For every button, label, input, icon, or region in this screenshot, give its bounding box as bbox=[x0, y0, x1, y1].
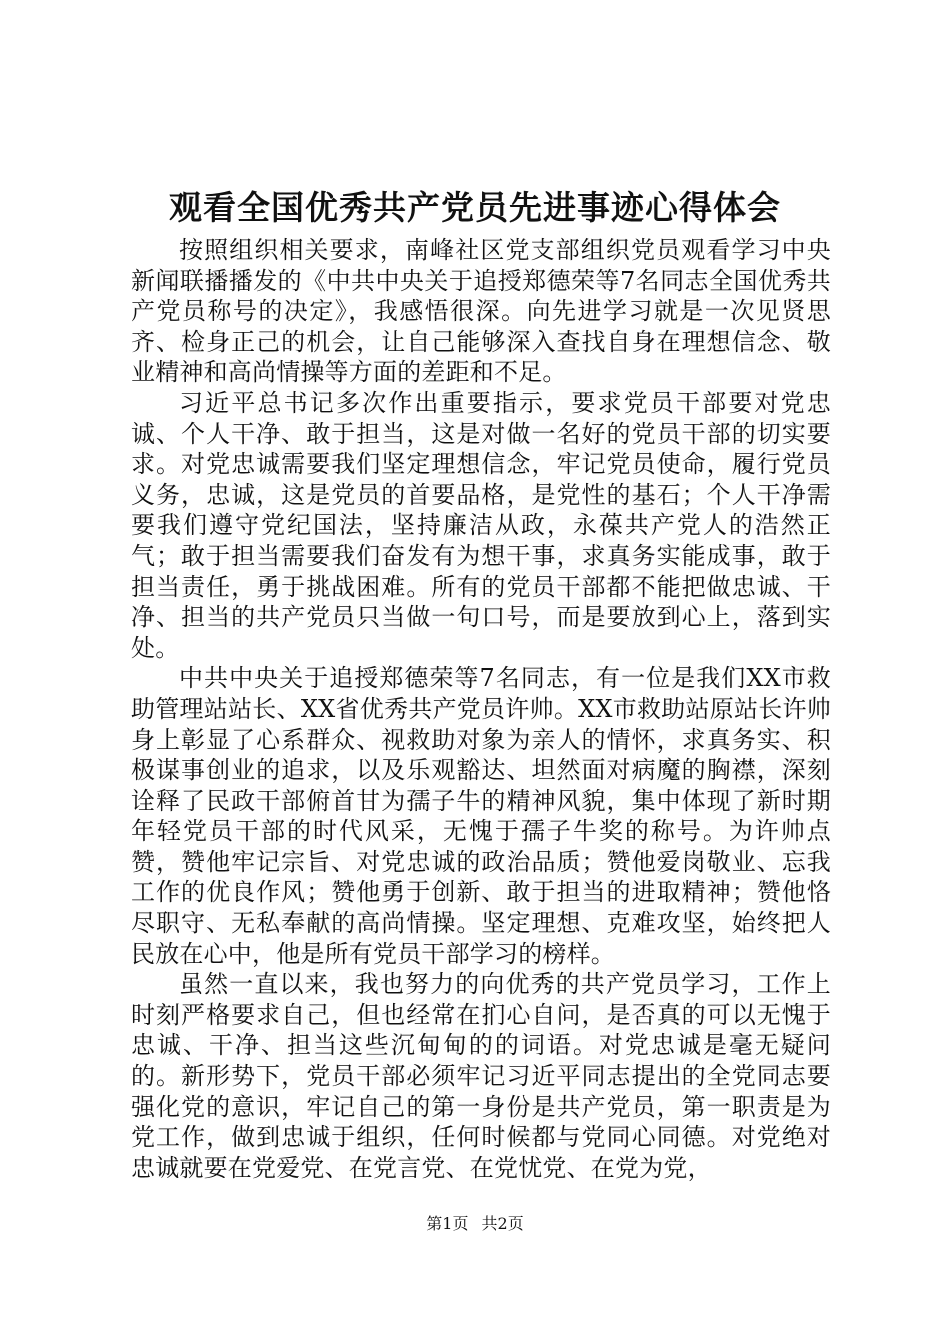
page-footer bbox=[0, 1213, 950, 1235]
total-page-count: 共2页 bbox=[481, 1214, 524, 1233]
paragraph-3: 中共中央关于追授郑德荣等7名同志，有一位是我们XX市救助管理站站长、XX省优秀共产党员许帅。XX市救助站原站长许帅身上彰显了心系群众、视救助对象为亲人的情怀，求真务实、积极谋事创业的追求，以及乐观豁达、坦然面对病魔的胸襟，深刻诠释了民政干部俯首甘为孺子牛的精神风貌，集中体现了新时期年轻党员干部的时代风采，无愧于孺子牛奖的称号。为许帅点赞，赞他牢记宗旨、对党忠诚的政治品质；赞他爱岗敬业、忘我工作的优良作风；赞他勇于创新、敢于担当的进取精神；赞他恪尽职守、无私奉献的高尚情操。坚定理想、克难攻坚，始终把人民放在心中，他是所有党员干部学习的榜样。 bbox=[131, 664, 831, 968]
document-title: 观看全国优秀共产党员先进事迹心得体会 bbox=[169, 188, 781, 227]
paragraph-4: 虽然一直以来，我也努力的向优秀的共产党员学习，工作上时刻严格要求自己，但也经常在扪心自问，是否真的可以无愧于忠诚、干净、担当这些沉甸甸的的词语。对党忠诚是毫无疑问的。新形势下，党员干部必须牢记习近平同志提出的全党同志要强化党的意识，牢记自己的第一身份是共产党员，第一职责是为党工作，做到忠诚于组织，任何时候都与党同心同德。对党绝对忠诚就要在党爱党、在党言党、在党忧党、在党为党， bbox=[131, 970, 831, 1182]
document-body bbox=[131, 235, 831, 1183]
current-page-number: 第1页 bbox=[426, 1214, 469, 1233]
paragraph-2: 习近平总书记多次作出重要指示，要求党员干部要对党忠诚、个人干净、敢于担当，这是对做一名好的党员干部的切实要求。对党忠诚需要我们坚定理想信念，牢记党员使命，履行党员义务，忠诚，这是党员的首要品格，是党性的基石；个人干净需要我们遵守党纪国法，坚持廉洁从政，永葆共产党人的浩然正气；敢于担当需要我们奋发有为想干事，求真务实能成事，敢于担当责任，勇于挑战困难。所有的党员干部都不能把做忠诚、干净、担当的共产党员只当做一句口号，而是要放到心上，落到实处。 bbox=[131, 388, 831, 662]
paragraph-1: 按照组织相关要求，南峰社区党支部组织党员观看学习中央新闻联播播发的《中共中央关于追授郑德荣等7名同志全国优秀共产党员称号的决定》，我感悟很深。向先进学习就是一次见贤思齐、检身正己的机会，让自己能够深入查找自身在理想信念、敬业精神和高尚情操等方面的差距和不足。 bbox=[131, 236, 831, 387]
